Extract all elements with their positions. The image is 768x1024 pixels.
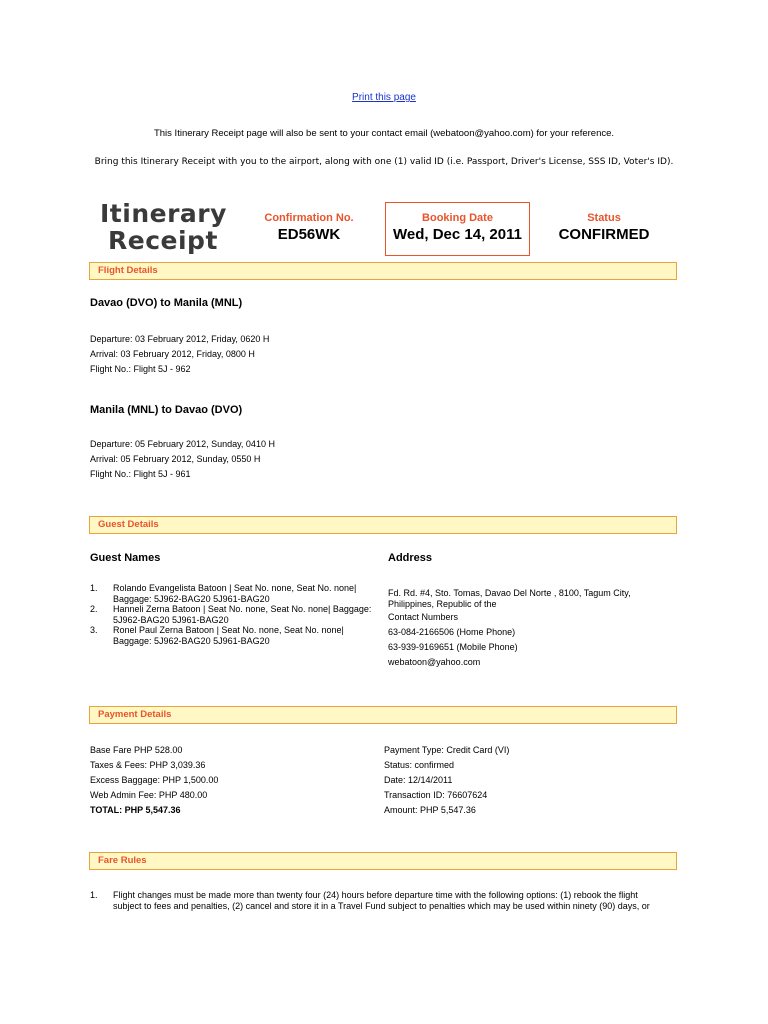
booking-date-label: Booking Date — [422, 212, 493, 224]
guest-details-header: Guest Details — [89, 516, 677, 534]
home-phone: 63-084-2166506 (Home Phone) — [388, 627, 516, 637]
status-value: CONFIRMED — [558, 226, 650, 243]
address-block — [388, 588, 678, 670]
contact-email: webatoon@yahoo.com — [388, 657, 481, 667]
fare-breakdown — [90, 743, 370, 818]
flight-1-route: Davao (DVO) to Manila (MNL) — [90, 297, 243, 309]
flight-2-route: Manila (MNL) to Davao (DVO) — [90, 404, 243, 416]
payment-status: Status: confirmed — [384, 760, 455, 770]
guest-line: Baggage: 5J962-BAG20 5J961-BAG20 — [113, 593, 270, 604]
base-fare: Base Fare PHP 528.00 — [90, 745, 183, 755]
guest-list — [90, 583, 390, 646]
address-line: Fd. Rd. #4, Sto. Tomas, Davao Del Norte , 8100, Tagum City, — [388, 588, 631, 598]
flight-1-info — [90, 332, 269, 377]
web-admin-fee: Web Admin Fee: PHP 480.00 — [90, 790, 208, 800]
guest-names-heading: Guest Names — [90, 552, 161, 564]
status-block — [540, 212, 668, 243]
guest-number: 3. — [90, 625, 98, 635]
guest-item — [90, 583, 390, 604]
flight-details-header: Flight Details — [89, 262, 677, 280]
rule-line: subject to fees and penalties, (2) cancel and store it in a Travel Fund subject to penalties which may be used within ninety (90) days, or — [113, 901, 650, 911]
confirmation-label: Confirmation No. — [264, 212, 354, 224]
flight-2-arrival: Arrival: 05 February 2012, Sunday, 0550 H — [90, 454, 261, 464]
total-amount: TOTAL: PHP 5,547.36 — [90, 805, 181, 815]
logo-line1: Itinerary — [100, 199, 227, 228]
payment-amount: Amount: PHP 5,547.36 — [384, 805, 476, 815]
status-label: Status — [587, 212, 621, 224]
payment-date: Date: 12/14/2011 — [384, 775, 453, 785]
itinerary-receipt-logo — [100, 200, 230, 254]
rule-line: Flight changes must be made more than twenty four (24) hours before departure time with the following options: (1) rebook the flight — [113, 890, 638, 900]
guest-item — [90, 604, 390, 625]
mobile-phone: 63-939-9169651 (Mobile Phone) — [388, 642, 518, 652]
guest-line: Ronel Paul Zerna Batoon | Seat No. none, Seat No. none| — [113, 625, 344, 635]
fare-rules-header: Fare Rules — [89, 852, 677, 870]
confirmation-value: ED56WK — [277, 226, 341, 243]
guest-line: Rolando Evangelista Batoon | Seat No. none, Seat No. none| — [113, 583, 357, 593]
flight-2-departure: Departure: 05 February 2012, Sunday, 0410 H — [90, 439, 275, 449]
payment-info — [384, 743, 674, 818]
taxes-fees: Taxes & Fees: PHP 3,039.36 — [90, 760, 206, 770]
address-line: Philippines, Republic of the — [388, 599, 497, 609]
booking-date-block — [385, 202, 530, 256]
contact-numbers-label: Contact Numbers — [388, 612, 459, 622]
rule-number: 1. — [90, 890, 98, 900]
print-page-link[interactable]: Print this page — [352, 92, 416, 103]
address-heading: Address — [388, 552, 433, 564]
flight-1-departure: Departure: 03 February 2012, Friday, 0620 H — [90, 334, 270, 344]
flight-2-number: Flight No.: Flight 5J - 961 — [90, 469, 191, 479]
guest-line: Baggage: 5J962-BAG20 5J961-BAG20 — [113, 635, 270, 646]
guest-item — [90, 625, 390, 646]
excess-baggage: Excess Baggage: PHP 1,500.00 — [90, 775, 219, 785]
flight-2-info — [90, 437, 275, 482]
flight-1-number: Flight No.: Flight 5J - 962 — [90, 364, 191, 374]
confirmation-block — [240, 212, 378, 243]
transaction-id: Transaction ID: 76607624 — [384, 790, 488, 800]
logo-line2: Receipt — [108, 226, 218, 255]
booking-date-value: Wed, Dec 14, 2011 — [393, 226, 522, 243]
payment-details-header: Payment Details — [89, 706, 677, 724]
flight-1-arrival: Arrival: 03 February 2012, Friday, 0800 H — [90, 349, 255, 359]
payment-type: Payment Type: Credit Card (VI) — [384, 745, 510, 755]
guest-line: Hanneli Zerna Batoon | Seat No. none, Seat No. none| Baggage: — [113, 604, 372, 614]
guest-number: 1. — [90, 583, 98, 593]
guest-number: 2. — [90, 604, 98, 614]
fare-rules-list — [90, 890, 680, 912]
guest-line: 5J962-BAG20 5J961-BAG20 — [113, 614, 229, 625]
id-notice: Bring this Itinerary Receipt with you to the airport, along with one (1) valid ID (i.e. Passport, Driver's License, SSS ID, Voter's ID). — [94, 157, 674, 167]
email-notice: This Itinerary Receipt page will also be sent to your contact email (webatoon@yahoo.com) for your reference. — [153, 128, 615, 139]
